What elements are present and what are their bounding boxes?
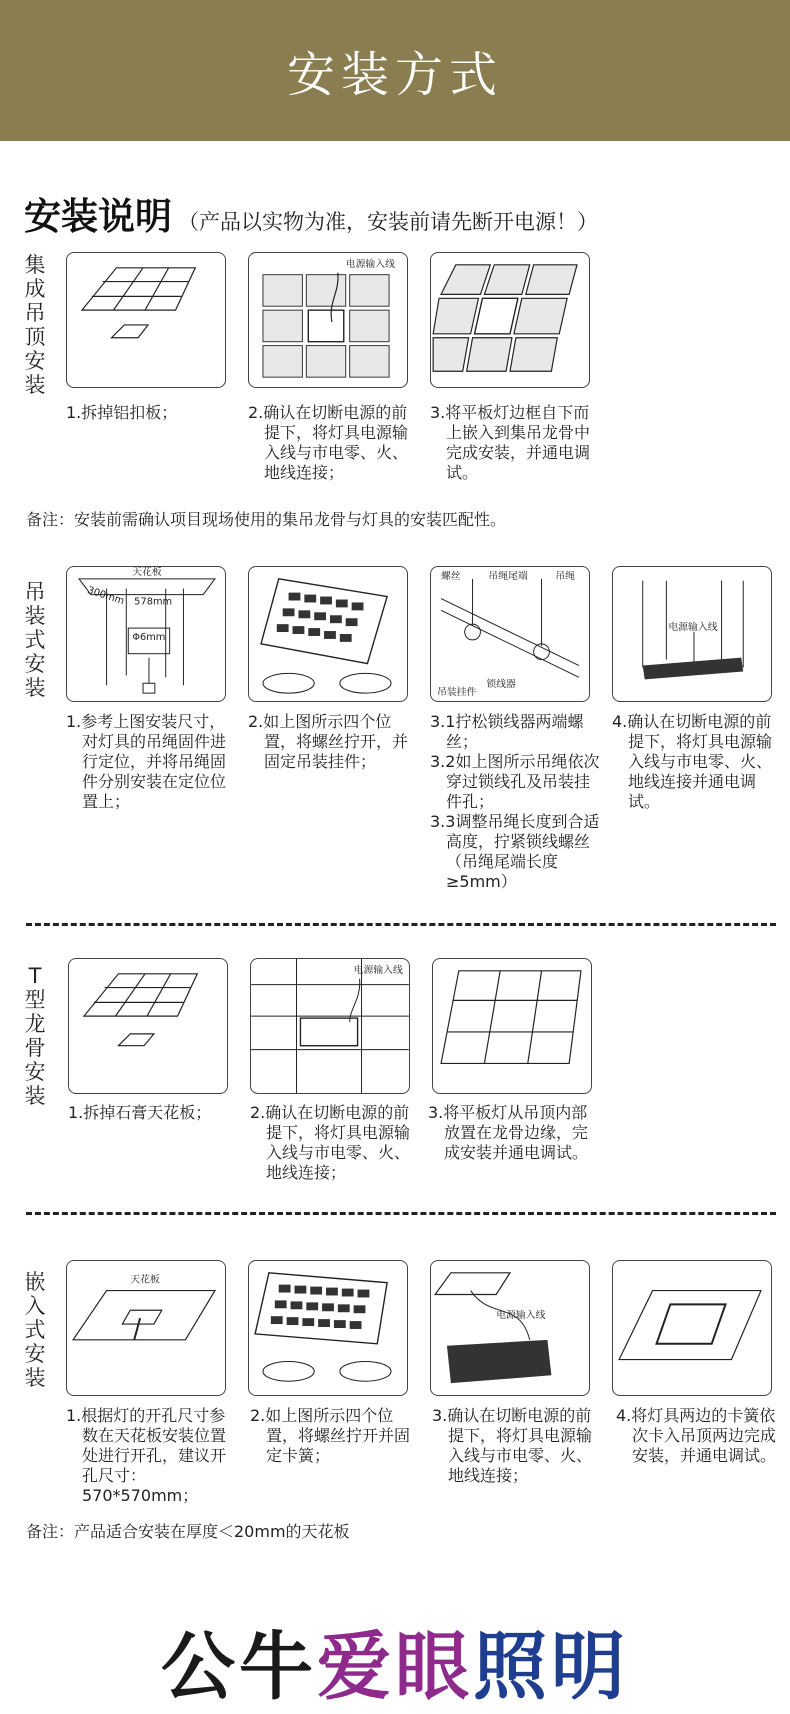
figure-label-power-wire: 电源输入线 — [345, 258, 395, 270]
step-3-3: 3.将平板灯从吊顶内部放置在龙骨边缘，完成安装并通电调试。 — [428, 1103, 589, 1162]
figure-label-ceiling: 天花板 — [132, 567, 162, 578]
figure-label-wire-end: 吊绳尾端 — [488, 570, 528, 582]
step-2-1: 1.参考上图安装尺寸，对灯具的吊绳固件进行定位，并将吊绳固件分别安装在定位位置上； — [66, 712, 227, 811]
brand-part-1: 公牛 — [161, 1624, 317, 1710]
step-2-2: 2.如上图所示四个位置，将螺丝拧开，并固定吊装挂件； — [248, 712, 409, 771]
figure-connect-wire — [248, 252, 408, 388]
figure-remove-gypsum — [68, 958, 228, 1094]
section-label-embedded: 嵌入式安装 — [24, 1270, 46, 1390]
brand-part-3: 照明 — [473, 1624, 629, 1710]
figure-embedded-done — [612, 1260, 772, 1396]
figure-label-screw: 螺丝 — [441, 570, 461, 582]
brand-logo — [0, 1608, 790, 1714]
section-label-integrated-ceiling: 集成吊顶安装 — [24, 253, 46, 397]
step-3-1: 1.拆掉石膏天花板； — [68, 1103, 212, 1122]
step-1-1: 1.拆掉铝扣板； — [66, 403, 178, 422]
figure-cut-opening — [66, 1260, 226, 1396]
section-label-t-grid: T型龙骨安装 — [24, 964, 46, 1108]
section-divider — [26, 1212, 776, 1215]
step-4-1: 1.根据灯的开孔尺寸参数在天花板安装位置处进行开孔，建议开孔尺寸：570*570mm； — [66, 1406, 227, 1505]
figure-screw-positions — [248, 566, 408, 702]
note-integrated-ceiling: 备注：安装前需确认项目现场使用的集吊龙骨与灯具的安装匹配性。 — [26, 510, 507, 529]
step-4-2: 2.如上图所示四个位置，将螺丝拧开并固定卡簧； — [250, 1406, 411, 1465]
figure-label-hanger: 吊装挂件 — [437, 687, 477, 699]
step-4-3: 3.确认在切断电源的前提下，将灯具电源输入线与市电零、火、地线连接； — [432, 1406, 593, 1485]
figure-remove-panel — [66, 252, 226, 388]
figure-label-wire-lock: 锁线器 — [486, 679, 516, 691]
figure-label-hanging-wire: 吊绳 — [555, 570, 576, 582]
figure-label-6mm: Φ6mm — [132, 631, 166, 643]
header-banner — [0, 0, 790, 141]
figure-label-578mm: 578mm — [134, 596, 173, 608]
figure-suspended-wiring — [612, 566, 772, 702]
figure-suspension-dimensions — [66, 566, 226, 702]
section-divider — [26, 923, 776, 926]
step-3-2: 2.确认在切断电源的前提下，将灯具电源输入线与市电零、火、地线连接； — [250, 1103, 411, 1182]
note-embedded: 备注：产品适合安装在厚度＜20mm的天花板 — [26, 1522, 350, 1541]
figure-t-grid-wire — [250, 958, 410, 1094]
figure-t-grid-done — [432, 958, 592, 1094]
step-1-3: 3.将平板灯边框自下而上嵌入到集吊龙骨中完成安装，并通电调试。 — [430, 403, 591, 482]
figure-label-ceiling-2: 天花板 — [130, 1274, 160, 1286]
figure-embedded-wiring — [430, 1260, 590, 1396]
step-2-4: 4.确认在切断电源的前提下，将灯具电源输入线与市电零、火、地线连接并通电调试。 — [612, 712, 773, 811]
step-2-3: 3.1拧松锁线器两端螺丝； 3.2如上图所示吊绳依次穿过锁线孔及吊装挂件孔； 3.3调整吊绳长度到合适高度，拧紧锁线螺丝（吊绳尾端长度≥5mm） — [430, 712, 600, 891]
section-label-suspended: 吊装式安装 — [24, 580, 46, 700]
step-1-2: 2.确认在切断电源的前提下，将灯具电源输入线与市电零、火、地线连接； — [248, 403, 409, 482]
figure-embed-panel — [430, 252, 590, 388]
step-4-4: 4.将灯具两边的卡簧依次卡入吊顶两边完成安装，并通电调试。 — [616, 1406, 777, 1465]
brand-part-2: 爱眼 — [317, 1624, 473, 1710]
page-title: 安装方式 — [286, 47, 503, 103]
intro-heading — [24, 186, 598, 240]
figure-label-power-wire-4: 电源输入线 — [496, 1310, 546, 1322]
section-heading: 安装说明 — [24, 195, 172, 238]
figure-lock-wire — [430, 566, 590, 702]
figure-label-power-wire-2: 电源输入线 — [668, 622, 718, 634]
figure-spring-clips — [248, 1260, 408, 1396]
figure-label-300mm: 300mm — [85, 585, 126, 608]
figure-label-power-wire-3: 电源输入线 — [353, 964, 403, 976]
section-subheading: （产品以实物为准，安装前请先断开电源！） — [178, 210, 598, 234]
